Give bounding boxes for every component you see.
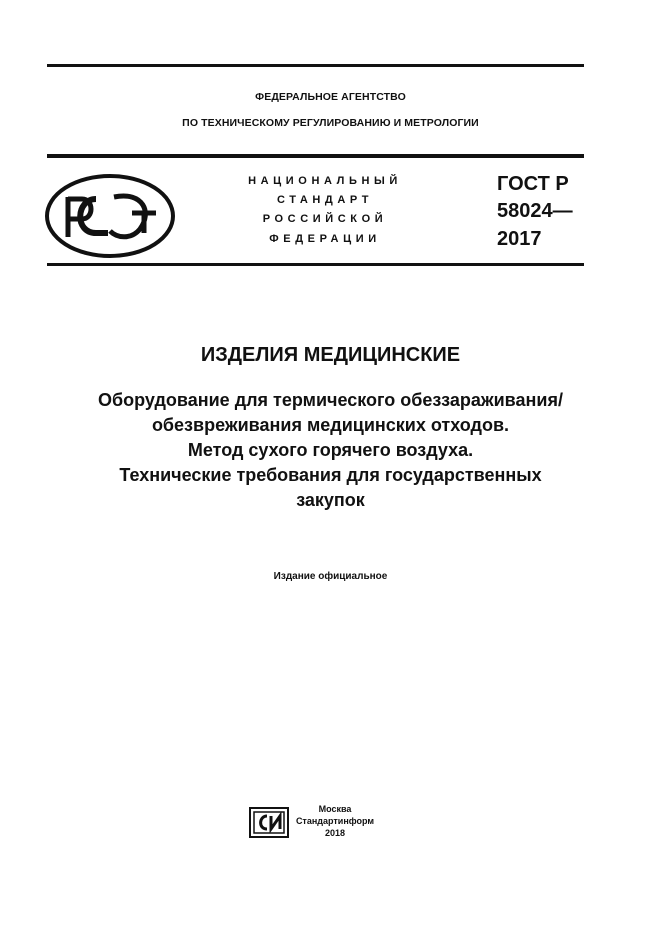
standard-designation-line2: 58024— <box>497 200 573 222</box>
subtitle-line: Метод сухого горячего воздуха. <box>187 440 474 460</box>
publisher-city: Москва <box>318 804 352 814</box>
standard-designation-line3: 2017 <box>497 228 542 250</box>
subtitle-line: Технические требования для государственных <box>119 465 542 485</box>
standard-type-line4: ФЕДЕРАЦИИ <box>269 233 381 245</box>
standard-type-line3: РОССИЙСКОЙ <box>262 213 388 225</box>
standard-type-line2: СТАНДАРТ <box>276 194 374 206</box>
publisher-name: Стандартинформ <box>295 816 375 826</box>
edition-label: Издание официальное <box>273 571 388 582</box>
top-rule <box>47 64 584 67</box>
publisher-year: 2018 <box>324 828 346 838</box>
standartinform-logo-icon <box>249 807 289 838</box>
rst-certification-mark-icon <box>44 173 176 259</box>
header-rule <box>47 154 584 158</box>
subtitle-line: Оборудование для термического обеззараживания/ <box>98 390 563 410</box>
agency-name-line1: ФЕДЕРАЛЬНОЕ АГЕНТСТВО <box>255 91 406 103</box>
publisher-info <box>290 803 380 839</box>
standard-designation-line1: ГОСТ Р <box>497 173 569 195</box>
subtitle-line: обезвреживания медицинских отходов. <box>151 415 510 435</box>
agency-name-line2: ПО ТЕХНИЧЕСКОМУ РЕГУЛИРОВАНИЮ И МЕТРОЛОГИИ <box>182 117 479 129</box>
document-subtitle <box>40 388 621 513</box>
subtitle-line: закупок <box>296 490 365 510</box>
standard-block-rule <box>47 263 584 266</box>
document-title: ИЗДЕЛИЯ МЕДИЦИНСКИЕ <box>200 344 461 366</box>
standard-type-line1: НАЦИОНАЛЬНЫЙ <box>248 175 402 187</box>
